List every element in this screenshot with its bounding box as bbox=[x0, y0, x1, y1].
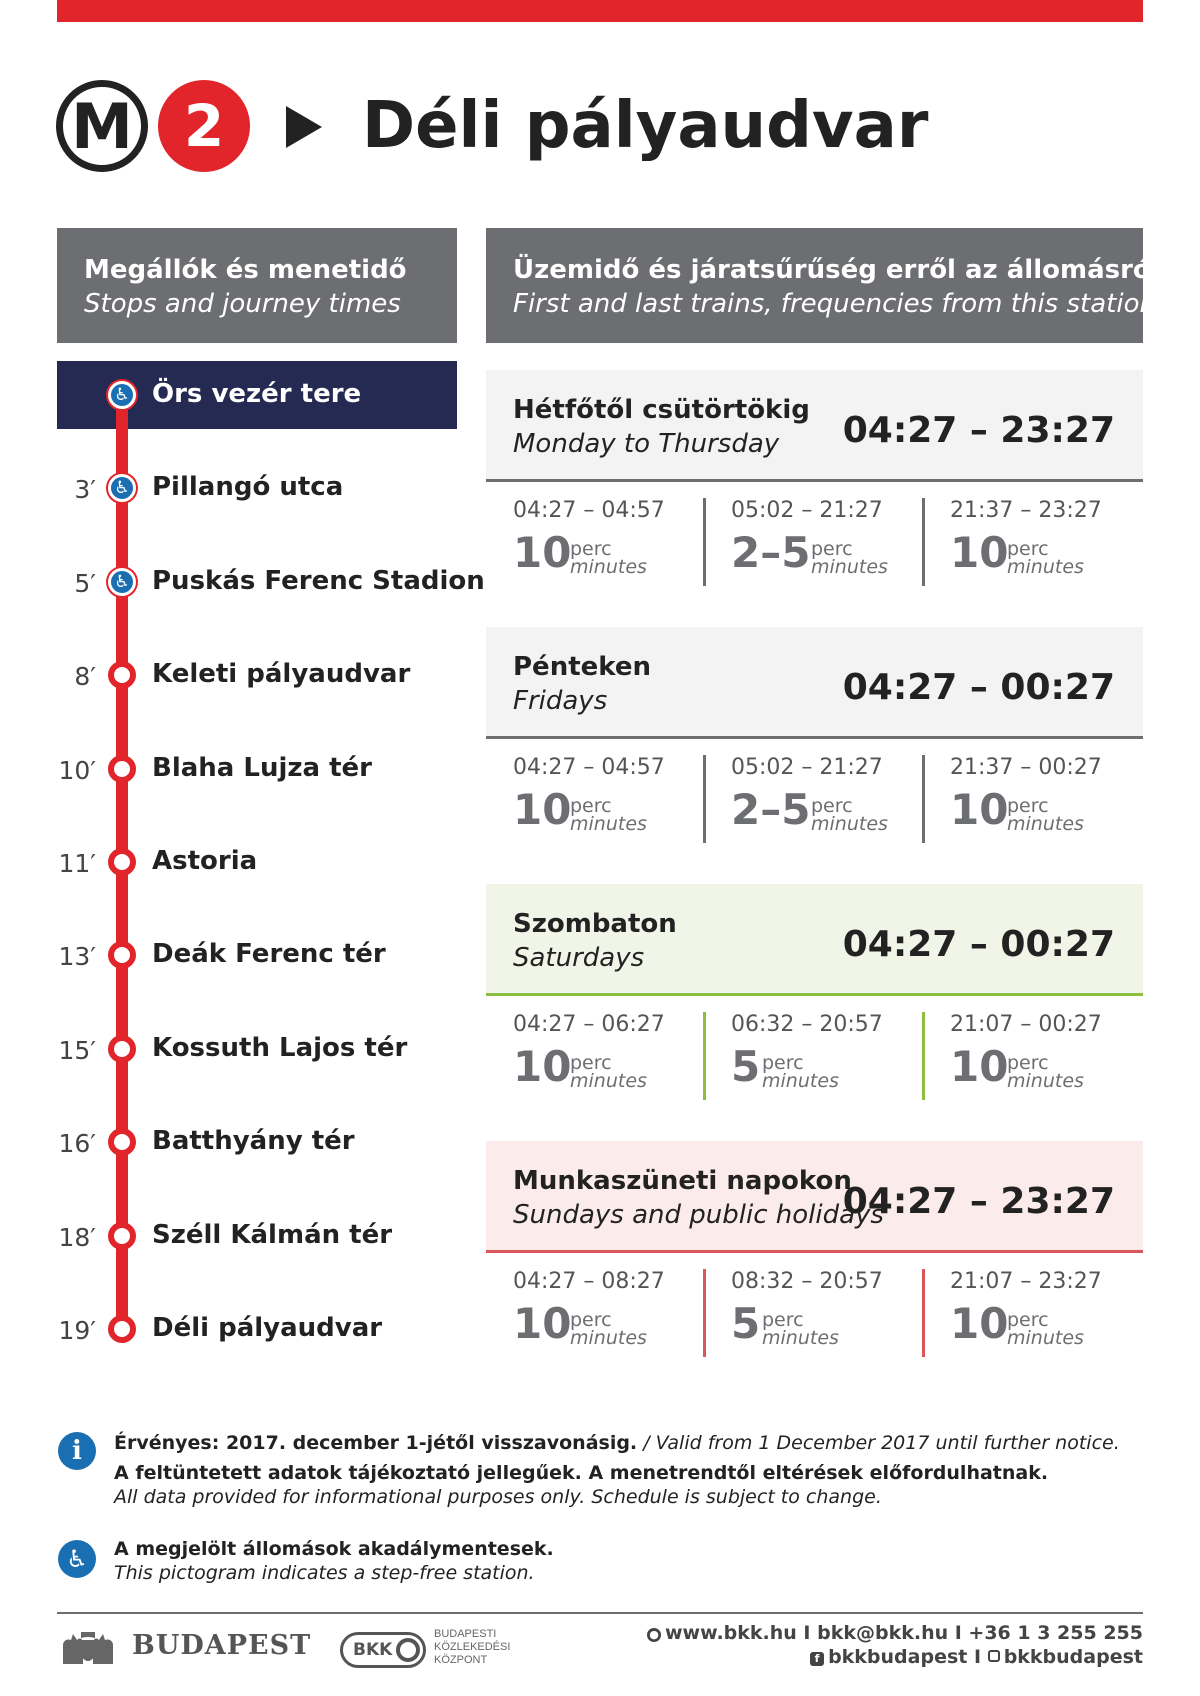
info-icon: i bbox=[58, 1432, 96, 1470]
stop-row bbox=[0, 843, 470, 883]
headway-value: 10 bbox=[950, 1042, 1009, 1091]
frequency-column-header bbox=[486, 228, 1160, 343]
period-time-range: 08:32 – 20:57 bbox=[731, 1269, 883, 1294]
schedule-day-band bbox=[486, 884, 1143, 996]
day-name-hu: Pénteken bbox=[513, 652, 651, 682]
facebook-icon: f bbox=[810, 1652, 824, 1666]
instagram-handle[interactable]: bkkbudapest bbox=[1003, 1646, 1143, 1668]
period-divider bbox=[703, 1269, 706, 1357]
frequency-period bbox=[923, 755, 1133, 845]
destination-title: Déli pályaudvar bbox=[362, 89, 929, 163]
operating-hours: 04:27 – 23:27 bbox=[842, 1181, 1115, 1222]
stop-marker-icon bbox=[108, 941, 136, 969]
accessibility-note-en: This pictogram indicates a step-free station. bbox=[114, 1562, 535, 1584]
stop-marker-icon bbox=[108, 661, 136, 689]
unit-label-hu: perc bbox=[762, 1052, 804, 1074]
schedule-block bbox=[486, 370, 1143, 600]
stop-name: Batthyány tér bbox=[152, 1126, 355, 1156]
journey-time: 18′ bbox=[58, 1223, 96, 1252]
stop-row bbox=[0, 1123, 470, 1163]
period-time-range: 04:27 – 04:57 bbox=[513, 755, 665, 780]
unit-label-hu: perc bbox=[1007, 1052, 1049, 1074]
bkk-logo-text: BKK bbox=[353, 1640, 393, 1660]
metro-logo-icon: M bbox=[56, 80, 148, 172]
operating-hours: 04:27 – 00:27 bbox=[842, 924, 1115, 965]
info-note-en: All data provided for informational purposes only. Schedule is subject to change. bbox=[114, 1486, 882, 1508]
frequency-period bbox=[704, 498, 914, 588]
journey-time: 13′ bbox=[58, 942, 96, 971]
frequency-period bbox=[704, 755, 914, 845]
globe-icon: ● bbox=[647, 1628, 661, 1642]
headway-value: 10 bbox=[950, 528, 1009, 577]
social-line: f bkkbudapest I bkkbudapest bbox=[810, 1646, 1143, 1668]
frequency-header-en: First and last trains, frequencies from this station bbox=[513, 289, 1156, 319]
day-name-hu: Szombaton bbox=[513, 909, 677, 939]
stop-name: Deák Ferenc tér bbox=[152, 939, 386, 969]
stop-name: Széll Kálmán tér bbox=[152, 1220, 393, 1250]
frequency-period bbox=[486, 1269, 696, 1359]
info-note-hu: A feltüntetett adatok tájékoztató jellegűek. A menetrendtől eltérések előfordulhatnak. bbox=[114, 1462, 1049, 1484]
wheelchair-icon: ♿ bbox=[58, 1540, 96, 1578]
period-time-range: 05:02 – 21:27 bbox=[731, 755, 883, 780]
unit-label-en: minutes bbox=[570, 813, 647, 835]
unit-label-en: minutes bbox=[762, 1327, 839, 1349]
unit-label-hu: perc bbox=[811, 795, 853, 817]
period-time-range: 04:27 – 04:57 bbox=[513, 498, 665, 523]
headway-value: 10 bbox=[950, 785, 1009, 834]
contact-line bbox=[647, 1622, 1143, 1644]
facebook-handle[interactable]: bkkbudapest bbox=[828, 1646, 968, 1668]
day-name-en: Saturdays bbox=[513, 943, 645, 973]
wheelchair-icon: ♿ bbox=[108, 568, 136, 596]
schedule-day-band bbox=[486, 627, 1143, 739]
day-name-hu: Munkaszüneti napokon bbox=[513, 1166, 852, 1196]
stop-marker-icon bbox=[108, 755, 136, 783]
unit-label-en: minutes bbox=[811, 813, 888, 835]
journey-time: 11′ bbox=[58, 849, 96, 878]
stop-row bbox=[0, 376, 470, 416]
headway-value: 10 bbox=[950, 1299, 1009, 1348]
schedule-block bbox=[486, 884, 1143, 1114]
line-number-badge: 2 bbox=[158, 80, 250, 172]
period-divider bbox=[703, 755, 706, 843]
bkk-fullname: BUDAPESTI KÖZLEKEDÉSI KÖZPONT bbox=[434, 1628, 511, 1666]
headway-value: 2–5 bbox=[731, 785, 811, 834]
stop-row bbox=[0, 936, 470, 976]
journey-time: 19′ bbox=[58, 1316, 96, 1345]
stop-marker-icon bbox=[108, 848, 136, 876]
unit-label-en: minutes bbox=[570, 556, 647, 578]
journey-time: 16′ bbox=[58, 1129, 96, 1158]
period-time-range: 05:02 – 21:27 bbox=[731, 498, 883, 523]
schedule-block bbox=[486, 1141, 1143, 1371]
frequency-header-hu: Üzemidő és járatsűrűség erről az állomásról bbox=[513, 255, 1160, 285]
unit-label-hu: perc bbox=[570, 795, 612, 817]
stop-name: Astoria bbox=[152, 846, 258, 876]
unit-label-en: minutes bbox=[1007, 1327, 1084, 1349]
stop-marker-icon bbox=[108, 1222, 136, 1250]
stop-row bbox=[0, 469, 470, 509]
stop-name: Örs vezér tere bbox=[152, 379, 362, 409]
stops-column-header bbox=[57, 228, 457, 343]
unit-label-en: minutes bbox=[570, 1070, 647, 1092]
day-name-en: Sundays and public holidays bbox=[513, 1200, 884, 1230]
stop-name: Blaha Lujza tér bbox=[152, 753, 372, 783]
stop-row bbox=[0, 1310, 470, 1350]
headway-value: 5 bbox=[731, 1299, 761, 1348]
budapest-crest-icon bbox=[57, 1628, 119, 1668]
stop-row bbox=[0, 750, 470, 790]
day-name-hu: Hétfőtől csütörtökig bbox=[513, 395, 810, 425]
unit-label-en: minutes bbox=[1007, 1070, 1084, 1092]
stop-name: Kossuth Lajos tér bbox=[152, 1033, 408, 1063]
stop-marker-icon bbox=[108, 1128, 136, 1156]
headway-value: 2–5 bbox=[731, 528, 811, 577]
period-time-range: 04:27 – 08:27 bbox=[513, 1269, 665, 1294]
unit-label-hu: perc bbox=[1007, 1309, 1049, 1331]
stop-name: Déli pályaudvar bbox=[152, 1313, 383, 1343]
top-accent-bar bbox=[57, 0, 1143, 22]
period-time-range: 21:37 – 23:27 bbox=[950, 498, 1102, 523]
headway-value: 10 bbox=[513, 785, 572, 834]
frequency-period bbox=[923, 1269, 1133, 1359]
operating-hours: 04:27 – 23:27 bbox=[842, 410, 1115, 451]
frequency-period bbox=[923, 1012, 1133, 1102]
stop-row bbox=[0, 1217, 470, 1257]
day-name-en: Monday to Thursday bbox=[513, 429, 780, 459]
headway-value: 10 bbox=[513, 1299, 572, 1348]
bkk-ring-icon bbox=[396, 1638, 420, 1662]
frequency-period bbox=[486, 498, 696, 588]
stop-name: Keleti pályaudvar bbox=[152, 659, 411, 689]
wheelchair-icon: ♿ bbox=[108, 381, 136, 409]
stop-row bbox=[0, 656, 470, 696]
stops-header-en: Stops and journey times bbox=[84, 289, 401, 319]
stops-header-hu: Megállók és menetidő bbox=[84, 255, 407, 285]
journey-time: 3′ bbox=[74, 475, 96, 504]
period-time-range: 21:37 – 00:27 bbox=[950, 755, 1102, 780]
unit-label-en: minutes bbox=[570, 1327, 647, 1349]
unit-label-hu: perc bbox=[1007, 795, 1049, 817]
contact-links[interactable]: www.bkk.hu I bkk@bkk.hu I +36 1 3 255 255 bbox=[665, 1622, 1143, 1644]
direction-arrow-icon bbox=[286, 106, 322, 148]
city-wordmark: BUDAPEST bbox=[132, 1630, 312, 1661]
schedule-block bbox=[486, 627, 1143, 857]
period-divider bbox=[922, 1269, 925, 1357]
period-divider bbox=[922, 755, 925, 843]
unit-label-hu: perc bbox=[570, 1309, 612, 1331]
unit-label-en: minutes bbox=[811, 556, 888, 578]
stop-marker-icon bbox=[108, 1035, 136, 1063]
unit-label-hu: perc bbox=[762, 1309, 804, 1331]
stop-row bbox=[0, 563, 485, 603]
stop-marker-icon bbox=[108, 1315, 136, 1343]
unit-label-hu: perc bbox=[1007, 538, 1049, 560]
stop-name: Pillangó utca bbox=[152, 472, 344, 502]
period-time-range: 06:32 – 20:57 bbox=[731, 1012, 883, 1037]
unit-label-en: minutes bbox=[762, 1070, 839, 1092]
wheelchair-icon: ♿ bbox=[108, 474, 136, 502]
headway-value: 10 bbox=[513, 1042, 572, 1091]
unit-label-en: minutes bbox=[1007, 556, 1084, 578]
period-time-range: 04:27 – 06:27 bbox=[513, 1012, 665, 1037]
operating-hours: 04:27 – 00:27 bbox=[842, 667, 1115, 708]
validity-note: Érvényes: 2017. december 1-jétől visszavonásig. / Valid from 1 December 2017 until further notice. bbox=[114, 1432, 1120, 1454]
period-divider bbox=[922, 1012, 925, 1100]
unit-label-hu: perc bbox=[811, 538, 853, 560]
period-time-range: 21:07 – 00:27 bbox=[950, 1012, 1102, 1037]
unit-label-hu: perc bbox=[570, 1052, 612, 1074]
instagram-icon bbox=[988, 1650, 1000, 1662]
stop-row bbox=[0, 1030, 470, 1070]
period-divider bbox=[703, 1012, 706, 1100]
headway-value: 5 bbox=[731, 1042, 761, 1091]
bkk-logo bbox=[340, 1632, 426, 1668]
period-divider bbox=[703, 498, 706, 586]
frequency-period bbox=[923, 498, 1133, 588]
journey-time: 8′ bbox=[74, 662, 96, 691]
schedule-day-band bbox=[486, 370, 1143, 482]
frequency-period bbox=[704, 1269, 914, 1359]
schedule-day-band bbox=[486, 1141, 1143, 1253]
frequency-period bbox=[704, 1012, 914, 1102]
footer-divider bbox=[57, 1612, 1143, 1614]
unit-label-en: minutes bbox=[1007, 813, 1084, 835]
journey-time: 5′ bbox=[74, 569, 96, 598]
stop-name: Puskás Ferenc Stadion bbox=[152, 566, 485, 596]
period-divider bbox=[922, 498, 925, 586]
frequency-period bbox=[486, 1012, 696, 1102]
unit-label-hu: perc bbox=[570, 538, 612, 560]
journey-time: 15′ bbox=[58, 1036, 96, 1065]
headway-value: 10 bbox=[513, 528, 572, 577]
frequency-period bbox=[486, 755, 696, 845]
accessibility-note-hu: A megjelölt állomások akadálymentesek. bbox=[114, 1538, 554, 1560]
period-time-range: 21:07 – 23:27 bbox=[950, 1269, 1102, 1294]
journey-time: 10′ bbox=[58, 756, 96, 785]
day-name-en: Fridays bbox=[513, 686, 608, 716]
